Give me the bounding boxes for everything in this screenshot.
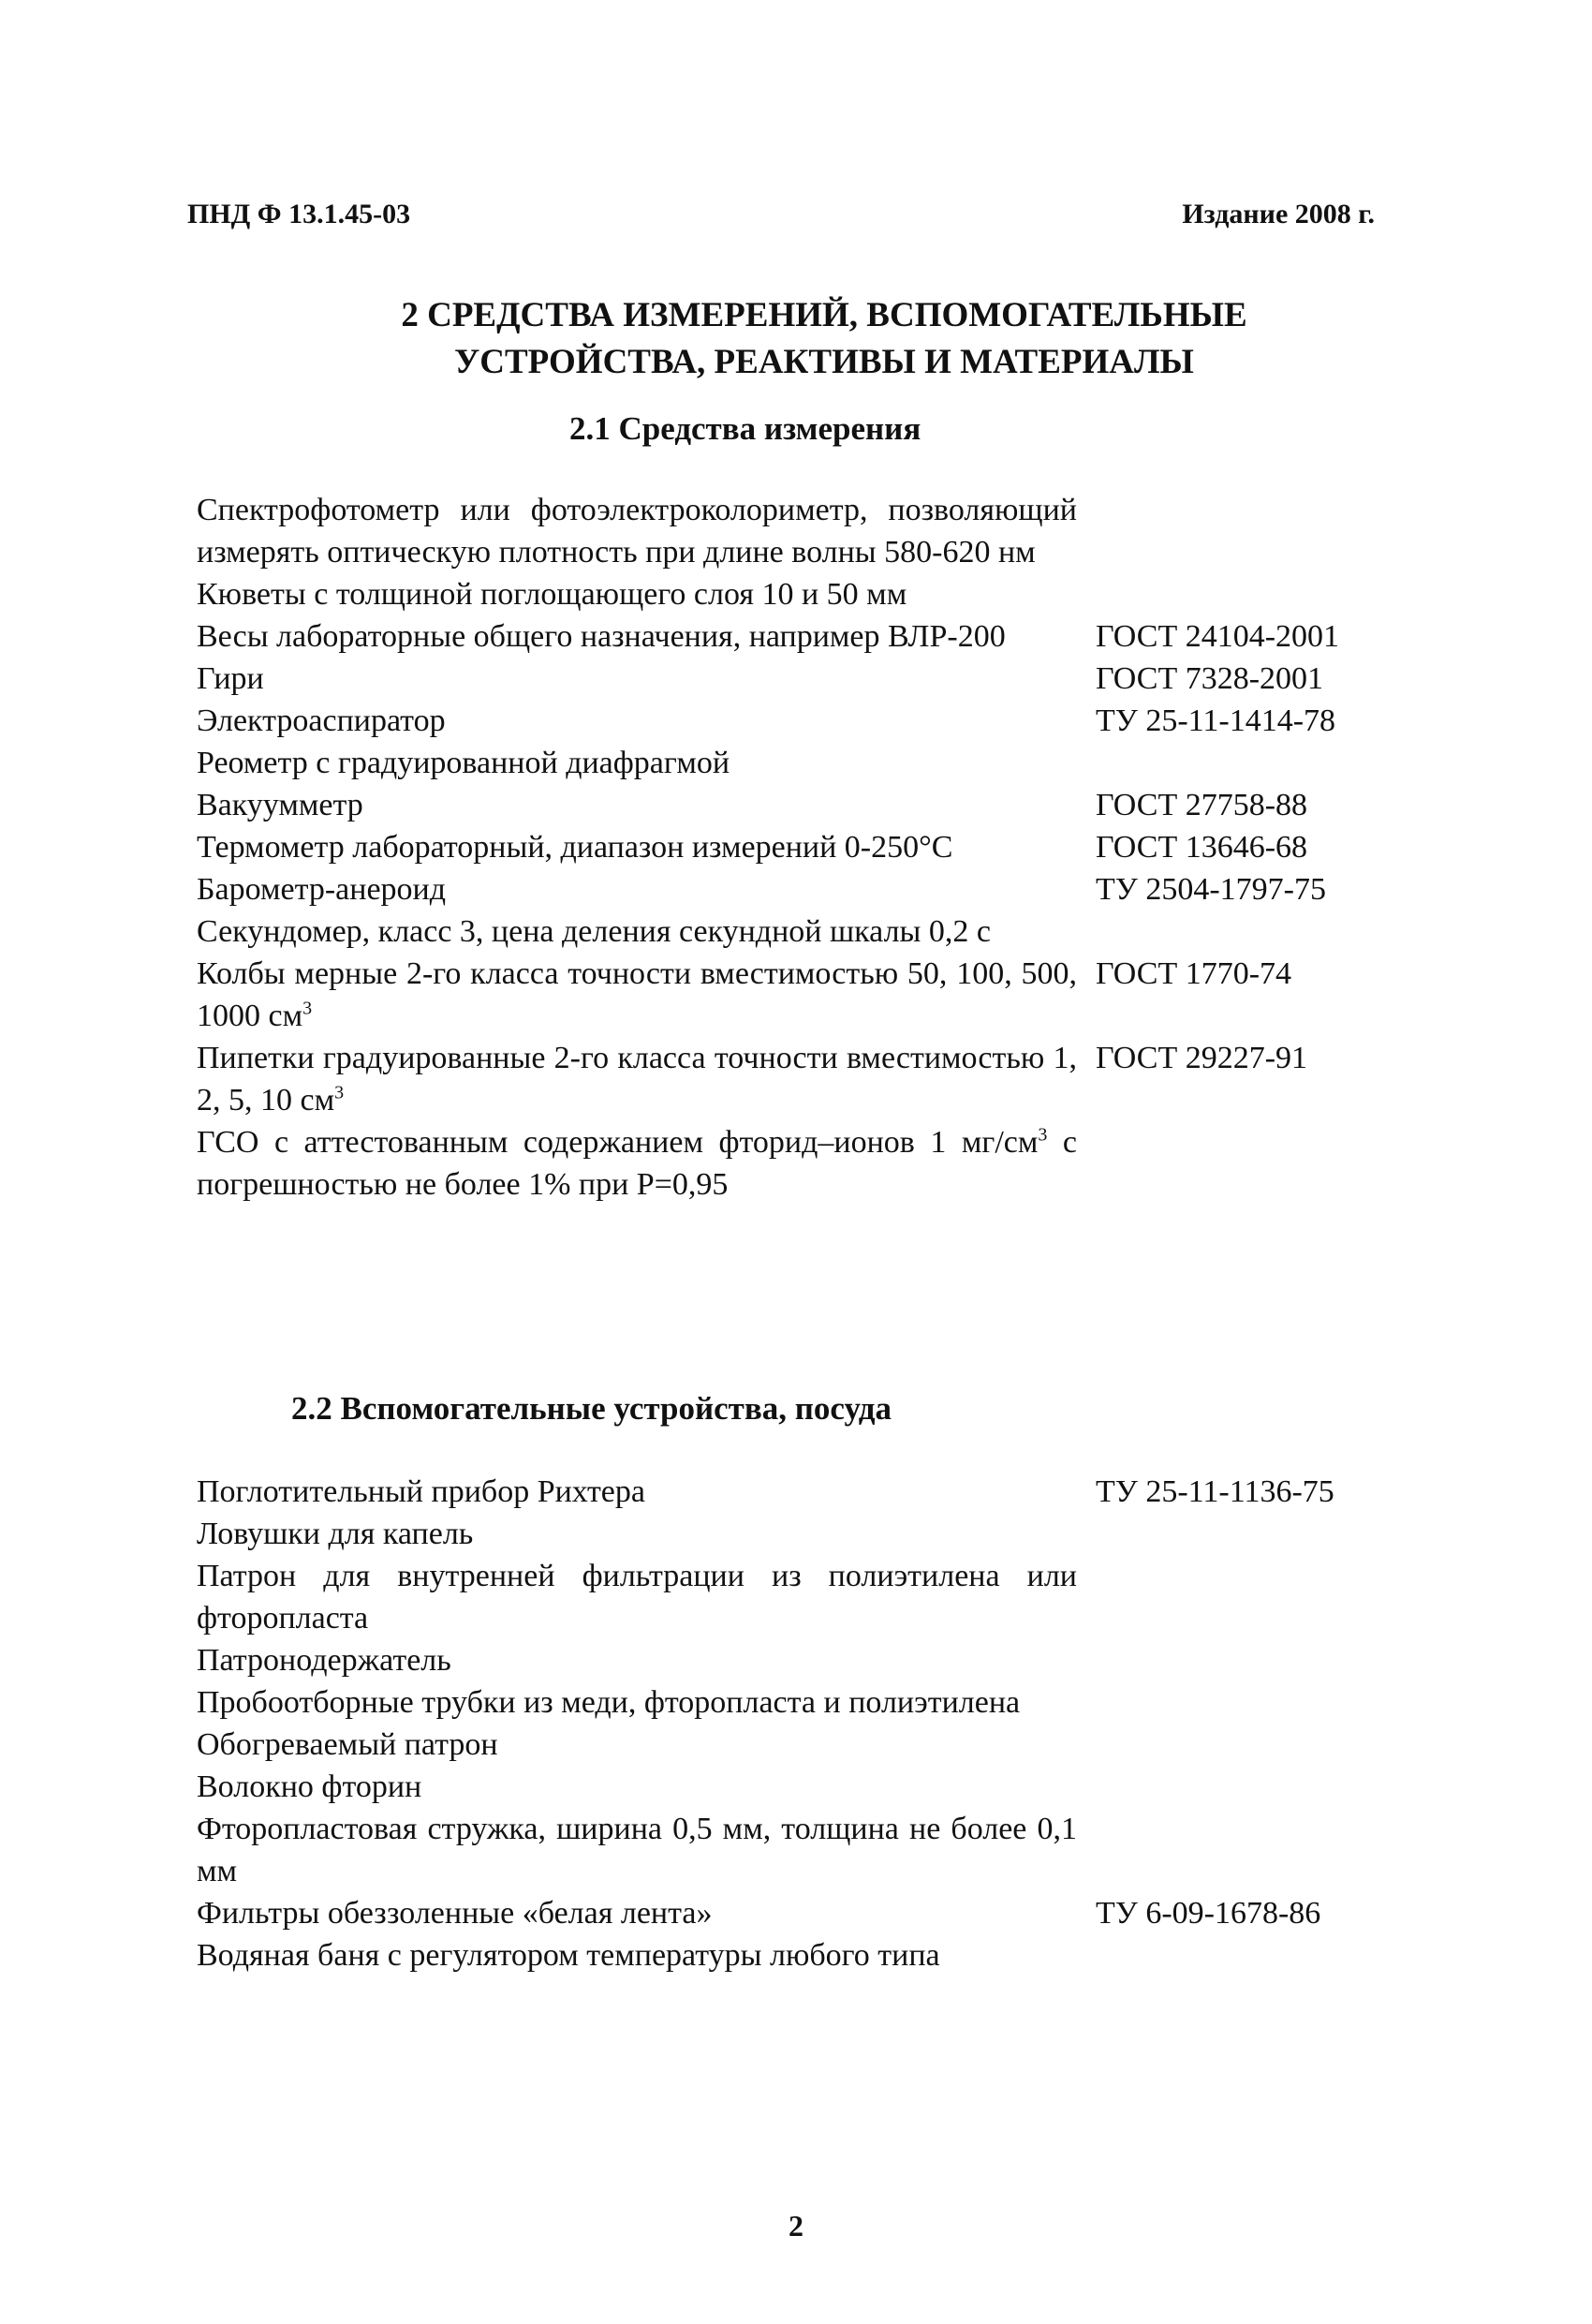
item-standard: ТУ 6-09-1678-86 (1096, 1896, 1321, 1931)
item-name: Ловушки для капель (197, 1517, 474, 1551)
list-item (197, 615, 1414, 658)
subsection-heading-measuring-instruments: 2.1 Средства измерения (569, 410, 921, 447)
item-name: Водяная баня с регулятором температуры любого типа (197, 1938, 940, 1973)
measuring-instruments-list (197, 489, 1414, 1206)
item-name: Секундомер, класс 3, цена деления секундной шкалы 0,2 с (197, 914, 991, 949)
superscript: 3 (1038, 1124, 1048, 1146)
list-item (197, 1513, 1414, 1555)
section-title-line-1: 2 СРЕДСТВА ИЗМЕРЕНИЙ, ВСПОМОГАТЕЛЬНЫЕ (401, 296, 1247, 334)
item-name: Термометр лабораторный, диапазон измерений 0-250°С (197, 830, 953, 865)
auxiliary-devices-list (197, 1471, 1414, 1976)
item-standard: ТУ 25-11-1136-75 (1096, 1474, 1334, 1509)
document-code: ПНД Ф 13.1.45-03 (187, 199, 411, 229)
list-item (197, 784, 1414, 826)
list-item (197, 573, 1414, 615)
item-name: Волокно фторин (197, 1769, 422, 1804)
item-name: Поглотительный прибор Рихтера (197, 1474, 645, 1509)
item-name: Барометр-анероид (197, 872, 447, 907)
item-name: Спектрофотометр или фотоэлектроколориметр, позволяющий измерять оптическую плотность при длине волны 580-620 нм (197, 493, 1077, 570)
list-item (197, 1934, 1414, 1976)
item-name: Обогреваемый патрон (197, 1727, 498, 1762)
list-item (197, 700, 1414, 742)
edition-label: Издание 2008 г. (1182, 199, 1375, 229)
list-item (197, 1639, 1414, 1681)
item-name: Кюветы с толщиной поглощающего слоя 10 и 50 мм (197, 577, 907, 612)
superscript: 3 (302, 998, 313, 1019)
section-title (262, 292, 1386, 386)
list-item (197, 489, 1414, 573)
item-name: Весы лабораторные общего назначения, например ВЛР-200 (197, 619, 1006, 654)
item-name: Электроаспиратор (197, 703, 446, 738)
item-name: Фторопластовая стружка, ширина 0,5 мм, толщина не более 0,1 мм (197, 1812, 1077, 1888)
item-standard: ГОСТ 7328-2001 (1096, 661, 1324, 696)
item-name: Патронодержатель (197, 1643, 451, 1678)
list-item (197, 1037, 1414, 1121)
list-item (197, 742, 1414, 784)
item-standard: ГОСТ 1770-74 (1096, 956, 1292, 991)
list-item (197, 910, 1414, 953)
list-item (197, 1121, 1414, 1206)
item-name: Фильтры обеззоленные «белая лента» (197, 1896, 713, 1931)
list-item (197, 1681, 1414, 1724)
item-standard: ТУ 2504-1797-75 (1096, 872, 1326, 907)
item-name: ГСО с аттестованным содержанием фторид–ионов 1 $мг/см^3$ с погрешностью не более 1% при Р=0,95 (197, 1124, 1077, 1202)
list-item (197, 1892, 1414, 1934)
list-item (197, 1808, 1414, 1892)
superscript: 3 (334, 1082, 345, 1103)
list-item (197, 658, 1414, 700)
item-standard: ГОСТ 13646-68 (1096, 830, 1308, 865)
item-name: Реометр с градуированной диафрагмой (197, 746, 730, 780)
list-item (197, 868, 1414, 910)
item-standard: ГОСТ 24104-2001 (1096, 619, 1340, 654)
item-name: Пипетки градуированные 2-го класса точности вместимостью 1, 2, 5, 10 $см^3$ (197, 1041, 1077, 1118)
list-item (197, 1766, 1414, 1808)
item-standard: ТУ 25-11-1414-78 (1096, 703, 1336, 738)
page-number: 2 (789, 2209, 803, 2243)
item-standard: ГОСТ 29227-91 (1096, 1041, 1308, 1075)
list-item (197, 953, 1414, 1037)
item-name: Вакуумметр (197, 788, 363, 822)
list-item (197, 1471, 1414, 1513)
item-name: Пробоотборные трубки из меди, фторопласта и полиэтилена (197, 1685, 1021, 1720)
item-name: Патрон для внутренней фильтрации из полиэтилена или фторопласта (197, 1559, 1077, 1636)
item-name: Гири (197, 661, 264, 696)
list-item (197, 1555, 1414, 1639)
list-item (197, 1724, 1414, 1766)
item-standard: ГОСТ 27758-88 (1096, 788, 1308, 822)
list-item (197, 826, 1414, 868)
section-title-line-2: УСТРОЙСТВА, РЕАКТИВЫ И МАТЕРИАЛЫ (454, 343, 1194, 381)
subsection-heading-auxiliary-devices: 2.2 Вспомогательные устройства, посуда (291, 1390, 892, 1427)
item-name: Колбы мерные 2-го класса точности вместимостью 50, 100, 500, 1000 $см^3$ (197, 956, 1077, 1033)
